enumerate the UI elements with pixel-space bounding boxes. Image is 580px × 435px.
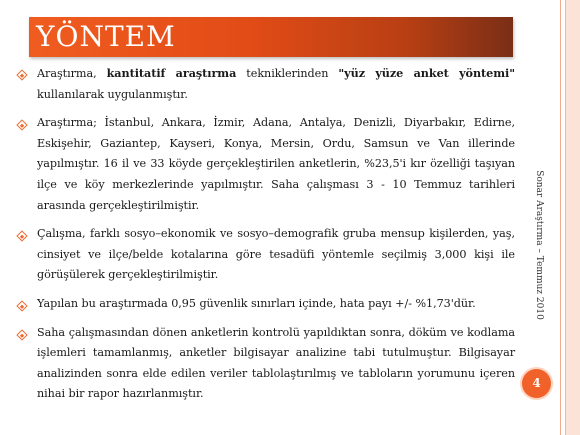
side-caption-text: Sonar Araştırma – Temmuz 2010 xyxy=(534,170,544,320)
bullet-text: Çalışma, farklı sosyo–ekonomik ve sosyo–demografik gruba mensup kişilerden, yaş, cinsiyet ve ilçe/belde kotalarına göre tesadüfi yöntemle seçilmiş 3,000 kişi ile görüşülerek gerçekleştirilmiştir. xyxy=(37,227,515,282)
side-caption xyxy=(519,165,559,325)
diamond-bullet-icon xyxy=(16,230,27,241)
bullet-item-margin-of-error xyxy=(17,294,515,315)
slide-title: YÖNTEM xyxy=(36,20,176,53)
diamond-bullet-icon xyxy=(16,120,27,131)
bullet-item-analysis xyxy=(17,323,515,405)
bullet-item-locations xyxy=(17,113,515,216)
bullet-text: Yapılan bu araştırmada 0,95 güvenlik sınırları içinde, hata payı +/- %1,73'dür. xyxy=(37,296,476,310)
right-divider-line xyxy=(560,0,561,435)
diamond-bullet-icon xyxy=(16,329,27,340)
diamond-bullet-icon xyxy=(16,69,27,80)
bullet-item-method xyxy=(17,63,515,105)
bullet-item-sample xyxy=(17,224,515,286)
bullet-bold-text: kantitatif araştırma xyxy=(106,66,237,80)
bullet-bold-text: "yüz yüze anket yöntemi" xyxy=(338,66,516,80)
page-number-badge xyxy=(522,369,551,398)
title-bar xyxy=(29,17,513,57)
bullet-text-part: kullanılarak uygulanmıştır. xyxy=(37,87,188,101)
bullet-text: Araştırma; İstanbul, Ankara, İzmir, Adana, Antalya, Denizli, Diyarbakır, Edirne, Eskişehir, Gaziantep, Kayseri, Konya, Mersin, Ordu, Samsun ve Van illerinde yapılmıştır. 16 il ve 33 köyde gerçekleştirilen anketlerin, %23,5'i kır özelliği taşıyan ilçe ve köy merkezlerinde yapılmıştır. Saha çalışması 3 - 10 Temmuz tarihleri arasında gerçekleştirilmiştir. xyxy=(37,116,515,212)
page-number: 4 xyxy=(532,376,541,390)
right-decorative-strip xyxy=(565,0,580,435)
bullet-list xyxy=(17,63,515,413)
bullet-text-part: Araştırma, xyxy=(37,67,107,80)
left-frame xyxy=(0,0,12,435)
diamond-bullet-icon xyxy=(16,300,27,311)
bullet-text: Saha çalışmasından dönen anketlerin kontrolü yapıldıktan sonra, döküm ve kodlama işlemleri tamamlanmış, anketler bilgisayar analizine tabi tutulmuştur. Bilgisayar analizinden sonra elde edilen veriler tablolaştırılmış ve tabloların yorumunu içeren nihai bir rapor hazırlanmıştır. xyxy=(37,325,515,401)
bullet-text-part: tekniklerinden xyxy=(236,67,339,80)
